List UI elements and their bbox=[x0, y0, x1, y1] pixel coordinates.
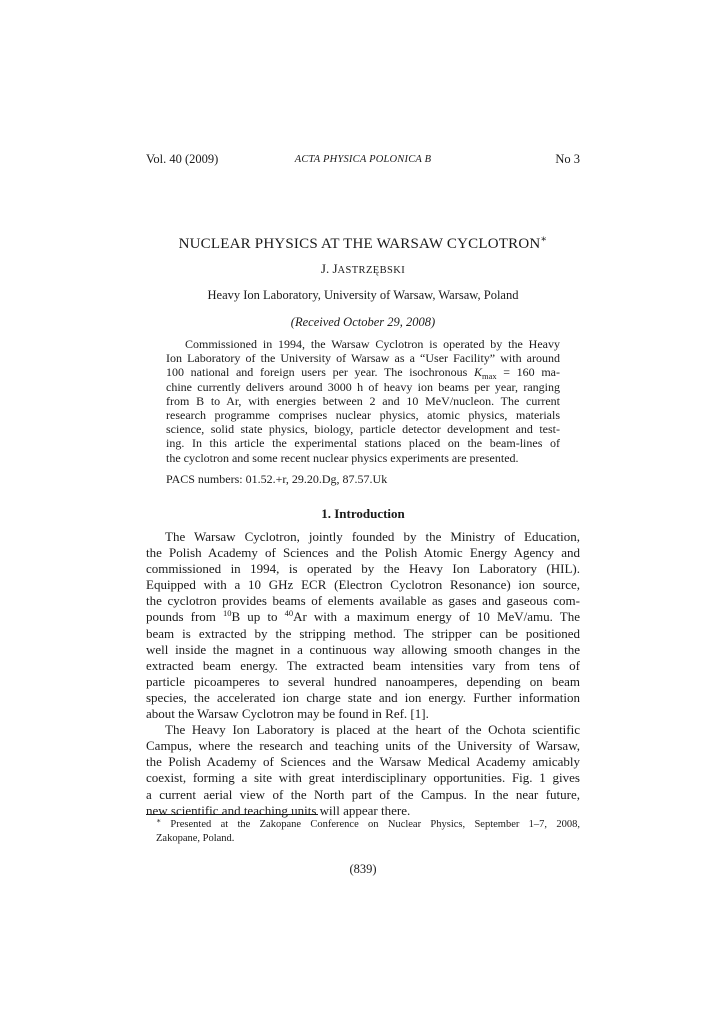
body-line: about the Warsaw Cyclotron may be found in Ref. [1]. bbox=[146, 706, 429, 722]
abstract-line-tail: = 160 ma- bbox=[496, 365, 560, 380]
footnote-rule bbox=[146, 814, 318, 815]
abstract-line-text: 100 national and foreign users per year. The isochronous bbox=[166, 365, 474, 380]
abstract bbox=[166, 337, 560, 465]
body-line: coexist, forming a site with great interdisciplinary opportunities. Fig. 1 gives bbox=[146, 770, 580, 786]
footnote-line: Zakopane, Poland. bbox=[156, 832, 235, 844]
footnote-line bbox=[146, 818, 580, 832]
author-initial: J. J bbox=[320, 261, 338, 276]
body-line: The Heavy Ion Laboratory is placed at the heart of the Ochota scientific bbox=[165, 722, 580, 738]
abstract-line: science, solid state physics, biology, particle detector development and test- bbox=[166, 422, 560, 437]
body-line: commissioned in 1994, is operated by the Heavy Ion Laboratory (HIL). bbox=[146, 561, 580, 577]
body-line-tail: Ar with a maximum energy of 10 MeV/amu. The bbox=[293, 609, 580, 625]
body-line: the Polish Academy of Sciences and the Warsaw Medical Academy amicably bbox=[146, 754, 580, 770]
footnote bbox=[146, 818, 580, 845]
kmax-symbol: K bbox=[473, 365, 482, 380]
issue-number: No 3 bbox=[555, 152, 580, 166]
body-line-mid: B up to bbox=[231, 609, 285, 625]
title-footnote-mark: ∗ bbox=[540, 234, 548, 245]
body-line: well inside the magnet in a continuous way allowing smooth changes in the bbox=[146, 641, 580, 657]
journal-name: ACTA PHYSICA POLONICA B bbox=[294, 154, 432, 165]
abstract-line: ing. In this article the experimental stations placed on the beam-lines of bbox=[166, 436, 560, 451]
abstract-line bbox=[166, 365, 560, 382]
paper-title-text: NUCLEAR PHYSICS AT THE WARSAW CYCLOTRON bbox=[178, 236, 541, 252]
body-line: beam is extracted by the stripping method. The stripper can be positioned bbox=[146, 625, 580, 641]
body-line: The Warsaw Cyclotron, jointly founded by the Ministry of Education, bbox=[165, 529, 580, 544]
body-line: new scientific and teaching units will appear there. bbox=[146, 802, 411, 818]
page-number: (839) bbox=[349, 862, 377, 876]
abstract-line: Commissioned in 1994, the Warsaw Cyclotron is operated by the Heavy bbox=[185, 337, 560, 351]
abstract-line: the cyclotron and some recent nuclear physics experiments are presented. bbox=[166, 450, 519, 465]
author-surname: ASTRZĘBSKI bbox=[337, 265, 406, 276]
body-line: species, the accelerated ion charge state and ion energy. Further information bbox=[146, 689, 580, 705]
abstract-line: research programme comprises nuclear physics, atomic physics, materials bbox=[166, 407, 560, 422]
body-line bbox=[146, 609, 580, 625]
abstract-line: from B to Ar, with energies between 2 and 10 MeV/nucleon. The current bbox=[166, 393, 560, 408]
section-heading: 1. Introduction bbox=[321, 506, 405, 521]
isotope-mass-boron: 10 bbox=[223, 608, 232, 619]
kmax-subscript: max bbox=[481, 371, 497, 382]
author bbox=[146, 261, 580, 277]
received-date: (Received October 29, 2008) bbox=[290, 315, 436, 329]
abstract-line: Ion Laboratory of the University of Warsaw as a “User Facility” with around bbox=[166, 351, 560, 366]
body-line: Campus, where the research and teaching units of the University of Warsaw, bbox=[146, 738, 580, 754]
body-line: the Polish Academy of Sciences and the Polish Atomic Energy Agency and bbox=[146, 545, 580, 561]
body-line-text: pounds from bbox=[146, 609, 224, 625]
body-line: extracted beam energy. The extracted beam intensities vary from tens of bbox=[146, 657, 580, 673]
footnote-mark: ∗ bbox=[156, 816, 162, 825]
body-line: particle picoamperes to several hundred nanoamperes, depending on beam bbox=[146, 673, 580, 689]
body-line: a current aerial view of the North part of the Campus. In the near future, bbox=[146, 786, 580, 802]
paper-page bbox=[146, 0, 580, 1024]
affiliation: Heavy Ion Laboratory, University of Warsaw, Warsaw, Poland bbox=[207, 288, 519, 302]
body-line: Equipped with a 10 GHz ECR (Electron Cyclotron Resonance) ion source, bbox=[146, 577, 580, 593]
abstract-line: chine currently delivers around 3000 h of heavy ion beams per year, ranging bbox=[166, 379, 560, 394]
body-text bbox=[146, 529, 580, 819]
paper-title bbox=[146, 234, 580, 253]
pacs-numbers: PACS numbers: 01.52.+r, 29.20.Dg, 87.57.Uk bbox=[166, 472, 388, 486]
body-line: the cyclotron provides beams of elements available as gases and gaseous com- bbox=[146, 593, 580, 609]
isotope-mass-argon: 40 bbox=[284, 608, 294, 619]
volume-info: Vol. 40 (2009) bbox=[146, 152, 219, 166]
footnote-text: Presented at the Zakopane Conference on Nuclear Physics, September 1–7, 2008, bbox=[161, 819, 580, 830]
